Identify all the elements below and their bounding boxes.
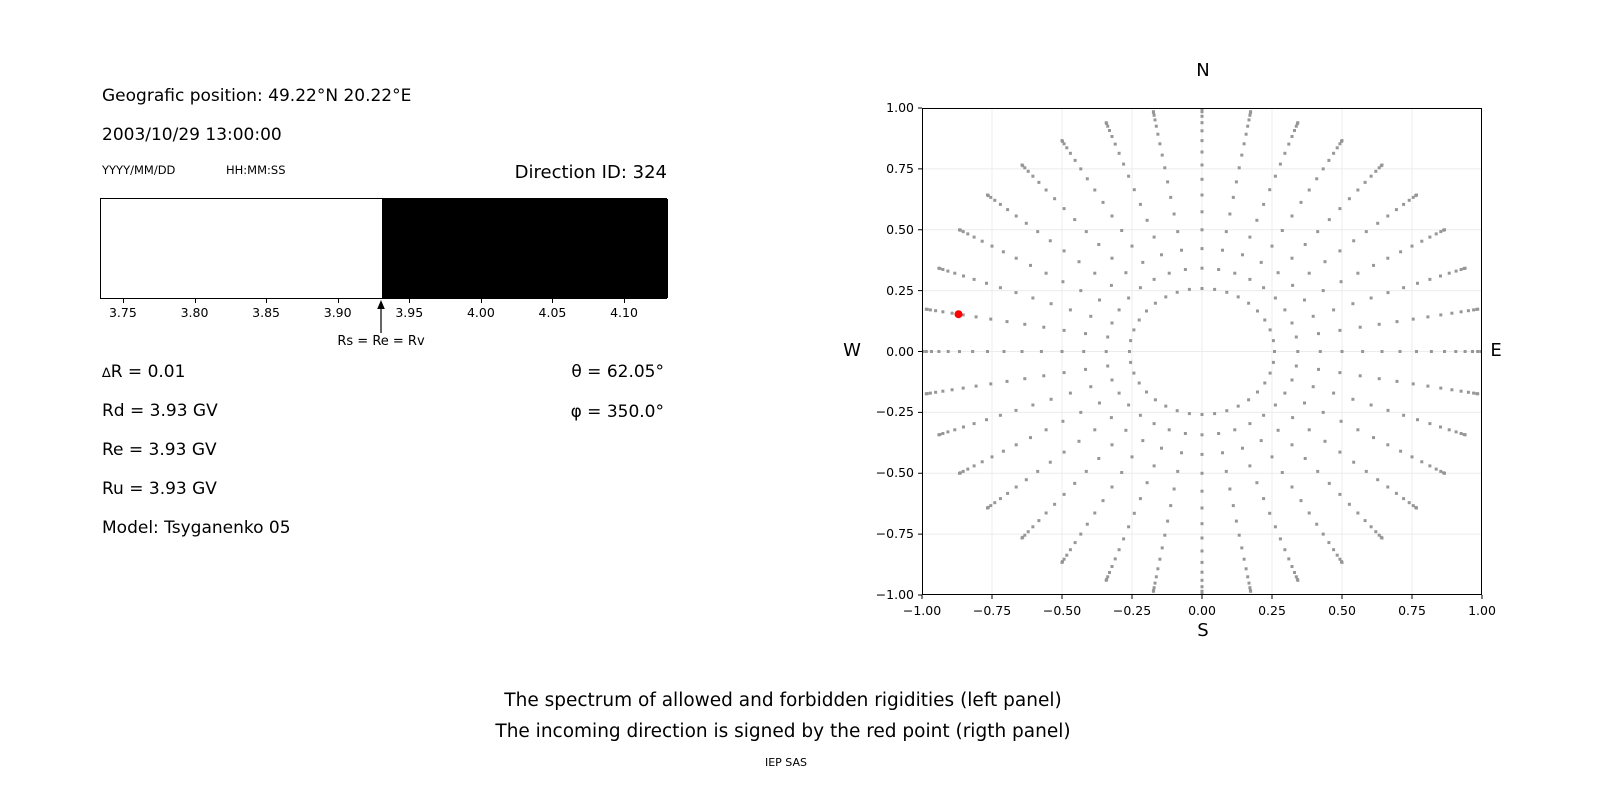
spectrum-x-tick-label: 4.00 — [466, 305, 495, 320]
re-line: Re = 3.93 GV — [102, 440, 217, 460]
geo-position-text: Geografic position: 49.22°N 20.22°E — [102, 86, 412, 106]
cutoff-arrow-label: Rs = Re = Rv — [337, 334, 425, 349]
direction-x-tick-label: −0.50 — [1042, 603, 1082, 618]
spectrum-x-tick-label: 3.80 — [180, 305, 209, 320]
spectrum-tick-mark — [266, 299, 267, 303]
delta-r-line — [102, 362, 185, 382]
credit-text: IEP SAS — [764, 756, 808, 769]
spectrum-tick-mark — [481, 299, 482, 303]
spectrum-tick-mark — [123, 299, 124, 303]
caption-line2: The incoming direction is signed by the red point (rigth panel) — [495, 721, 1071, 742]
allowed-region — [101, 199, 382, 298]
direction-x-tick-label: 0.00 — [1188, 603, 1216, 618]
up-arrow-icon — [373, 300, 389, 334]
phi-line: φ = 350.0° — [570, 402, 664, 422]
compass-south-label: S — [1197, 620, 1209, 641]
spectrum-tick-mark — [338, 299, 339, 303]
spectrum-x-tick-label: 4.10 — [610, 305, 638, 320]
ru-line: Ru = 3.93 GV — [102, 479, 217, 499]
model-line: Model: Tsyganenko 05 — [102, 518, 291, 538]
time-format-label: HH:MM:SS — [226, 163, 286, 177]
tick-marks — [918, 108, 1482, 599]
direction-x-tick-label: −1.00 — [902, 603, 942, 618]
spectrum-x-tick-label: 3.75 — [108, 305, 137, 320]
direction-y-tick-label: −0.50 — [875, 465, 914, 481]
spectrum-tick-mark — [552, 299, 553, 303]
rigidity-spectrum-chart — [100, 198, 667, 299]
direction-y-tick-label: 0.00 — [886, 343, 914, 359]
direction-x-tick-label: −0.25 — [1112, 603, 1152, 618]
direction-y-tick-label: −0.25 — [875, 404, 914, 420]
direction-y-tick-label: 0.50 — [886, 221, 914, 237]
spectrum-tick-mark — [624, 299, 625, 303]
spectrum-x-tick-label: 4.05 — [538, 305, 567, 320]
date-format-label: YYYY/MM/DD — [102, 163, 176, 177]
spectrum-x-tick-label: 3.85 — [252, 305, 280, 320]
red-incoming-point — [955, 310, 963, 318]
direction-plot — [922, 108, 1482, 595]
direction-y-tick-label: 0.25 — [886, 282, 914, 298]
direction-y-tick-label: 1.00 — [886, 100, 914, 115]
spectrum-tick-mark — [195, 299, 196, 303]
spectrum-x-tick-label: 3.95 — [395, 305, 424, 320]
compass-east-label: E — [1490, 340, 1502, 361]
direction-y-tick-label: −0.75 — [875, 526, 914, 542]
direction-x-tick-label: 0.25 — [1258, 603, 1286, 618]
forbidden-region — [382, 199, 668, 298]
direction-x-tick-label: 0.75 — [1398, 603, 1426, 618]
rd-line: Rd = 3.93 GV — [102, 401, 218, 421]
direction-id-text: Direction ID: 324 — [514, 162, 667, 183]
direction-x-tick-label: 0.50 — [1328, 603, 1356, 618]
spectrum-tick-mark — [409, 299, 410, 303]
direction-y-tick-label: 0.75 — [886, 160, 914, 176]
direction-y-tick-label: −1.00 — [875, 587, 914, 602]
compass-west-label: W — [843, 340, 861, 361]
spectrum-x-tick-label: 3.90 — [323, 305, 352, 320]
direction-x-tick-label: −0.75 — [972, 603, 1012, 618]
direction-x-tick-label: 1.00 — [1468, 603, 1496, 618]
delta-r-value: R = 0.01 — [110, 362, 186, 382]
grid-lines — [922, 108, 1482, 595]
datetime-text: 2003/10/29 13:00:00 — [102, 125, 282, 145]
delta-symbol: ∆ — [102, 366, 111, 381]
compass-north-label: N — [1196, 60, 1210, 81]
caption-line1: The spectrum of allowed and forbidden rigidities (left panel) — [504, 690, 1062, 711]
theta-line: θ = 62.05° — [571, 362, 664, 382]
